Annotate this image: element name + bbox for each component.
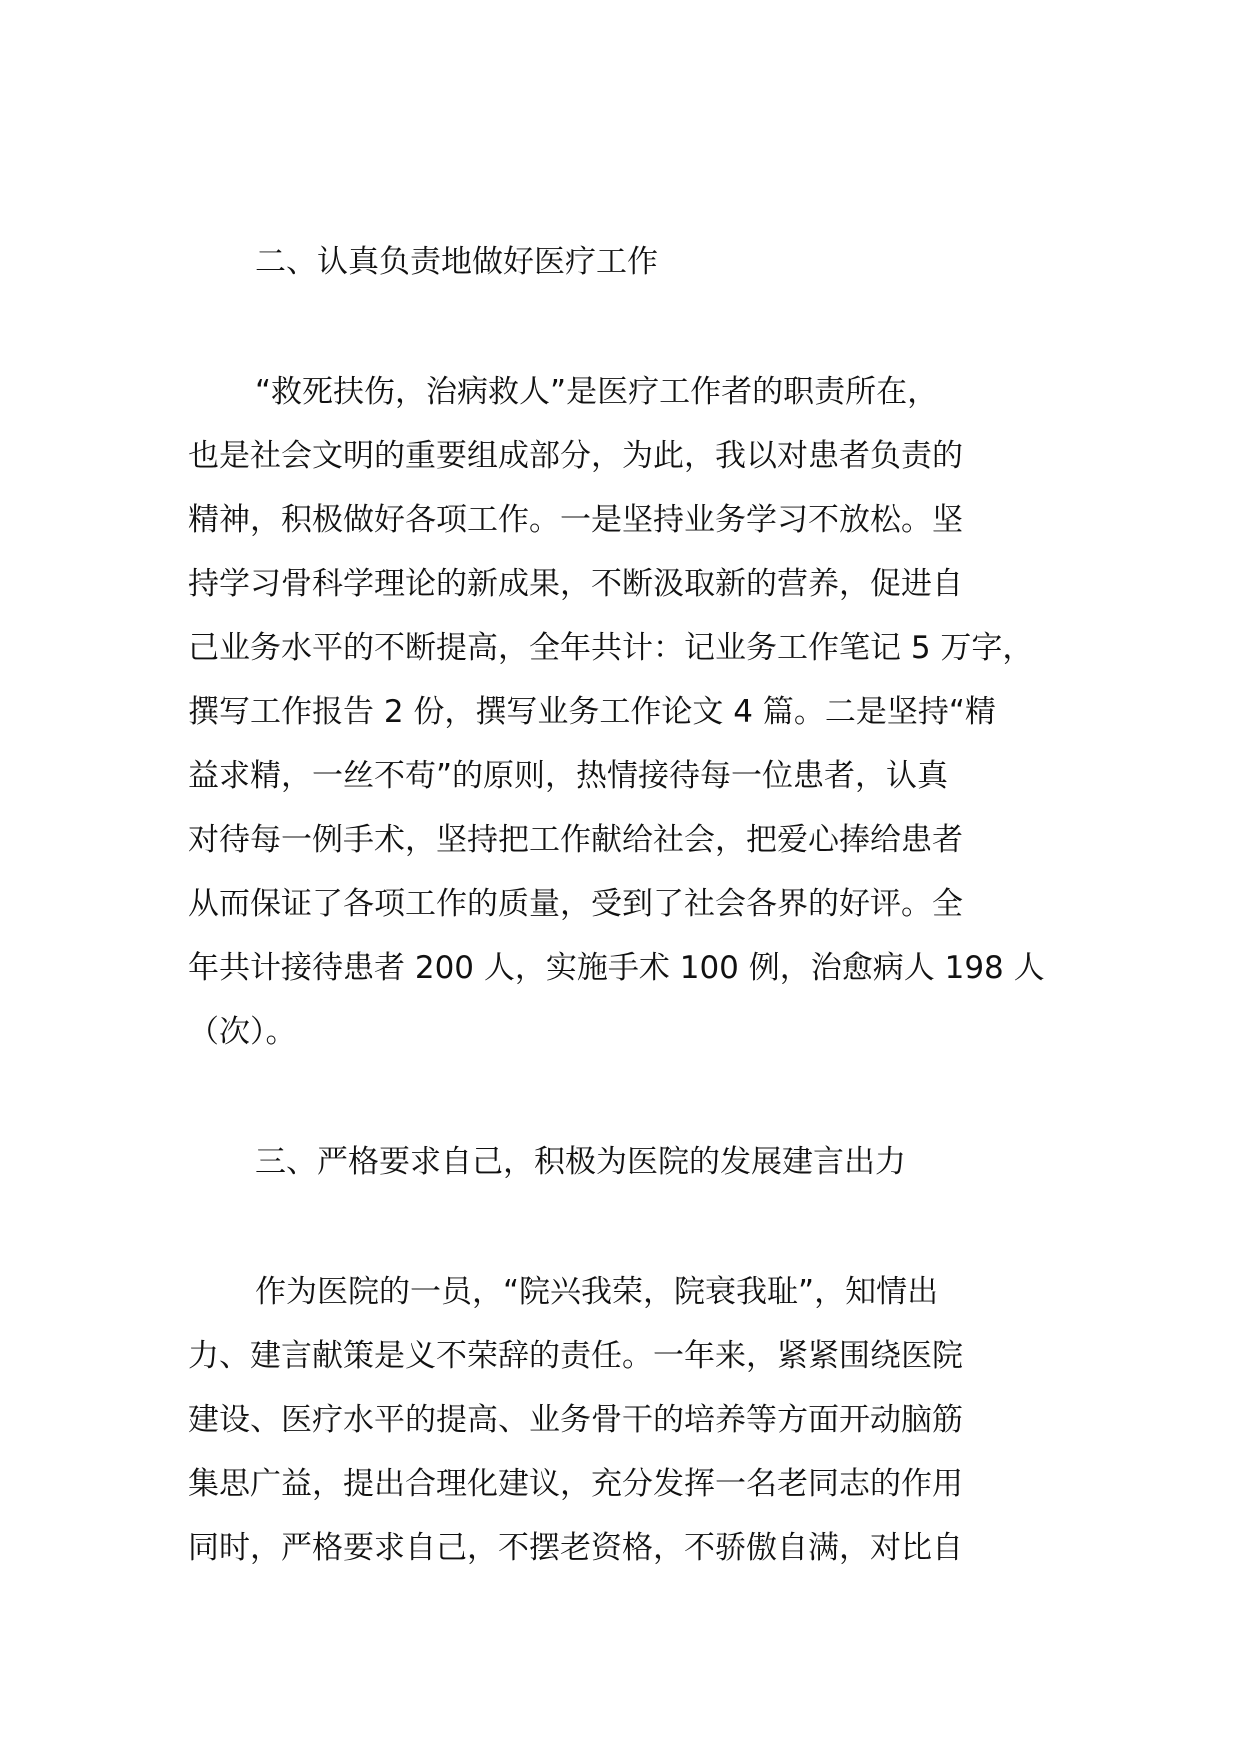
paragraph-line: 撰写工作报告 2 份，撰写业务工作论文 4 篇。二是坚持“精 xyxy=(188,694,996,730)
paragraph-line: 精神，积极做好各项工作。一是坚持业务学习不放松。坚 xyxy=(188,502,963,538)
paragraph-line: 集思广益，提出合理化建议，充分发挥一名老同志的作用 xyxy=(188,1466,963,1502)
section-heading-3: 三、严格要求自己，积极为医院的发展建言出力 xyxy=(255,1144,906,1180)
paragraph-line: 从而保证了各项工作的质量，受到了社会各界的好评。全 xyxy=(188,886,963,922)
section-heading-2: 二、认真负责地做好医疗工作 xyxy=(255,244,658,280)
paragraph-line: 同时，严格要求自己，不摆老资格，不骄傲自满，对比自 xyxy=(188,1530,963,1566)
paragraph-line: 对待每一例手术，坚持把工作献给社会，把爱心捧给患者 xyxy=(188,822,963,858)
paragraph-line: 益求精，一丝不苟”的原则，热情接待每一位患者，认真 xyxy=(188,758,949,794)
paragraph-line: 己业务水平的不断提高，全年共计：记业务工作笔记 5 万字， xyxy=(188,630,1034,666)
paragraph-line: 也是社会文明的重要组成部分，为此，我以对患者负责的 xyxy=(188,438,963,474)
paragraph-line: 年共计接待患者 200 人，实施手术 100 例，治愈病人 198 人 xyxy=(188,950,1045,986)
paragraph-line: 建设、医疗水平的提高、业务骨干的培养等方面开动脑筋 xyxy=(188,1402,963,1438)
paragraph-line: 力、建言献策是义不荣辞的责任。一年来，紧紧围绕医院 xyxy=(188,1338,963,1374)
paragraph-line: 作为医院的一员，“院兴我荣，院衰我耻”，知情出 xyxy=(255,1274,939,1310)
paragraph-line: “救死扶伤，治病救人”是医疗工作者的职责所在， xyxy=(255,374,939,410)
paragraph-line: （次）。 xyxy=(188,1014,297,1050)
paragraph-line: 持学习骨科学理论的新成果，不断汲取新的营养，促进自 xyxy=(188,566,963,602)
